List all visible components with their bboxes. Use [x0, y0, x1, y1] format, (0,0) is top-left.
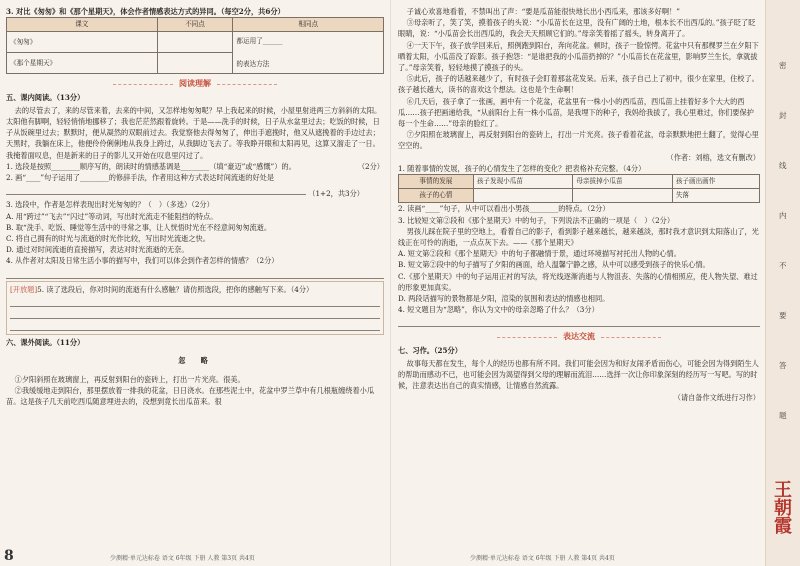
seal-char-3: 内 — [779, 211, 787, 220]
page-divider — [390, 0, 391, 566]
seal-strip — [765, 0, 800, 566]
left-page — [6, 6, 384, 407]
left-q4: 4. 从作者对太阳及日常生活小事的描写中，我们可以体会到作者怎样的情感？（2分） — [6, 256, 279, 266]
mood-table — [398, 174, 760, 203]
story-title: 忽 略 — [178, 356, 212, 366]
story-p2: ②我缓缓地走到阳台，那里摆放着一排我的花盆，日日浇水。在那些泥土中，花盆中罗兰草中有几根瓶缠绕着小瓜苗。这是孩子几天前吃西瓜随意埋进去的，没想到竟长出瓜苗来。很 — [6, 385, 375, 407]
essay-tail: （请自备作文纸进行习作） — [673, 392, 760, 402]
grid-1-0: 孩子的心情 — [399, 189, 474, 203]
left-q2-score: （1+2，共3分） — [308, 189, 364, 199]
option-d: D. 通过对时间流逝的直接描写，表达对时光流逝的无奈。 — [6, 245, 189, 255]
section-6: 六、课外阅读。（11分） — [6, 337, 85, 347]
story-r6: ⑦夕阳照在玻璃窗上，再反射到阳台的瓷砖上，打出一片光亮。孩子看着花盆，母亲默默地把土翻了，觉得心里空空的。 — [398, 130, 759, 151]
reading-banner: 阅读理解 — [6, 78, 384, 89]
right-option-c: C.《那个星期天》中的句子运用正衬的写法，将光线逐渐消逝与人物沮丧、失落的心情相照应，使人物失望、难过的形象更加真实。 — [398, 271, 758, 292]
brand-logo: 王朝霞 — [774, 480, 792, 537]
right-footer: 少测精·单元达标卷 语文 6年级 下册 人教 第4页 共4页 — [470, 555, 615, 562]
right-option-a: A. 短文第②段和《那个星期天》中的句子都融情于景，通过环境描写衬托出人物的心情。 — [398, 249, 681, 259]
story-r2: ③母亲听了，笑了笑，摸着孩子的头说：“小瓜苗长在这里，没有广阔的土地，根本长不出西瓜的。”孩子眨了眨眼睛，说：“小瓜苗会长出西瓜的，我会天天照顾它们的。”母亲笑着摇了摇头，转身离开了。 — [398, 18, 756, 39]
section-7: 七、习作。（25分） — [398, 345, 462, 355]
left-q3: 3. 对比《匆匆》和《那个星期天》，体会作者情感表达方式的异同。（每空2分，共6分） — [6, 7, 285, 16]
story-r3: ④一天下午，孩子放学回来后，照例跑到阳台，奔向花盆。顿时，孩子一脸惊愕。花盆中只有那棵罗兰在夕阳下晒着太阳，小瓜苗没了踪影。孩子抱怨：“是谁把我的小瓜苗扔掉的？”小瓜苗长在花盆里，影响罗兰生长，拿就拔了。”母亲笑着，轻轻地摸了摸孩子的头。 — [398, 40, 759, 73]
left-q2: 2. 画“____”句子运用了________的修辞手法，作者用这种方式表达时间流逝的好处是 — [6, 173, 275, 183]
grid-0-3: 孩子画出画作 — [672, 175, 759, 189]
story-r4: ⑤此后，孩子的话越来越少了，有时孩子会盯着那盆花发呆。后来，孩子自己上了初中，很少在家里，住校了。孩子越长越大，读书的喜欢这个想法。这也是个生命啊！ — [398, 74, 759, 95]
right-option-d: D. 两段话描写的景物都是夕阳，渲染的氛围和表达的情感也相同。 — [398, 294, 610, 304]
option-c: C. 将自己拥有的时光与流逝的时光作比较，写出时光流逝之快。 — [6, 234, 210, 244]
seal-char-4: 不 — [779, 261, 787, 270]
th-text: 课文 — [7, 18, 158, 32]
essay-prompt: 故事每天都在发生，每个人的经历也都有所不同。我们可能会因为和好友闹矛盾而伤心，可能会因为得到陌生人的帮助而感动不已，也可能会因为渴望得到父母的理解而流泪……选择一次让你印象深刻的经历写一写吧。写的时候，注意表达出自己的真实情感，让情感自然流露。 — [398, 358, 759, 391]
seal-char-5: 要 — [779, 311, 787, 320]
grid-0-2: 母亲拔掉小瓜苗 — [573, 175, 673, 189]
same-text-1: 都运用了 — [236, 37, 263, 46]
option-a: A. 用“跨过”“飞去”“闪过”等动词，写出时光流走不能阻挡的特点。 — [6, 211, 218, 221]
th-same: 相同点 — [233, 18, 384, 32]
left-footer: 少测精·单元达标卷 语文 6年级 下册 人教 第3页 共4页 — [110, 555, 255, 562]
grid-1-1 — [473, 189, 573, 203]
open-question-box — [6, 281, 384, 335]
same-text-2: 的表达方法 — [236, 59, 270, 68]
seal-char-1: 封 — [779, 111, 787, 120]
passage-congcong: 去的尽管去了，来的尽管来着，去来的中间，又怎样地匆匆呢？早上我起来的时候，小屋里射进两三方斜斜的太阳。太阳他有脚啊，轻轻悄悄地挪移了；我也茫茫然跟着旋转。于是——洗手的时候，日子从水盆里过去；吃饭的时候，日子从饭碗里过去；默默时，便从凝然的双眼前过去。我觉察他去得匆匆了，伸出手遮挽时，他又从遮挽着的手边过去；天黑时，我躺在床上，他便伶伶俐俐地从我身上跨过，从我脚边飞去了。等我睁开眼和太阳再见，这算又溜走了一日。我掩着面叹息，但是新来的日子的影儿又开始在叹息里闪过了。 — [6, 105, 382, 160]
story-r1: 子诚心欢喜地看着，不禁叫出了声：“要是瓜苗能很快地长出小西瓜来，那该多好啊！” — [406, 7, 680, 16]
seal-char-0: 密 — [779, 61, 787, 70]
left-q1: 1. 选段是按照________顺序写的，朗读时的情感基调是________（填“豪迈”或“感慨”）的。 （2分） — [6, 161, 384, 171]
seal-char-6: 答 — [779, 361, 787, 370]
author-note: （作者：刘榕，选文有删改） — [666, 152, 760, 162]
left-q3b: 3. 选段中，作者是怎样表现出时光匆匆的？（ ）（多选）（2分） — [6, 200, 214, 210]
section-5: 五、课内阅读。（13分） — [6, 92, 85, 102]
row-congcong: 《匆匆》 — [7, 32, 158, 53]
seal-char-2: 线 — [779, 161, 787, 170]
grid-0-0: 事情的发展 — [399, 175, 474, 189]
left-q5: 5. 读了选段后，你对时间的流逝有什么感触？请仿照选段，把你的感触写下来。（4分） — [37, 284, 314, 294]
expression-banner: 表达交流 — [398, 331, 760, 342]
right-option-b: B. 短文第②段中的句子描写了夕阳的画面，给人温馨宁静之感，从中可以感受到孩子的快乐心情。 — [398, 260, 710, 270]
story-r5: ⑥几天后，孩子拿了一张画，画中有一个花盆，花盆里有一株小小的西瓜苗，西瓜苗上挂着好多个大大的西瓜……孩子把画递给我，“从前阳台上有一株小瓜苗，是我埋下的种子，我妈给我拔了，我心里难过，你们要保护每一个生命……”母亲的脸红了。 — [398, 96, 754, 129]
right-q2: 2. 读画“____”句子，从中可以看出小男孩________的特点。（2分） — [398, 204, 610, 214]
story-p1: ①夕阳斜照在玻璃窗上，再反射到阳台的瓷砖上，打出一片光亮。很美。 — [14, 374, 245, 384]
grid-1-2 — [573, 189, 673, 203]
option-b: B. 取“洗手、吃饭、睡觉等生活中的寻常之事，让人恍悟时光在不经意间匆匆流逝。 — [6, 222, 272, 232]
open-tag: [开放题] — [10, 284, 38, 294]
quote-passage: 男孩儿踩在院子里的空地上，看着自己的影子，看到影子越来越长，越来越淡，那时我才意识到太阳落山了，光线正在可怜的消逝，一点点灰下去。——《那个星期天》 — [398, 226, 759, 248]
grid-1-3: 失落 — [672, 189, 759, 203]
right-q1: 1. 随着事情的发展，孩子的心情发生了怎样的变化？把表格补充完整。（4分） — [398, 163, 646, 173]
row-nagexingqitian: 《那个星期天》 — [7, 53, 158, 74]
grid-0-1: 孩子发现小瓜苗 — [473, 175, 573, 189]
page-number: 8 — [4, 548, 14, 564]
right-q3: 3. 比较短文第②段和《那个星期天》中的句子，下列说法不正确的一项是（ ）（2分） — [398, 215, 675, 225]
compare-table: 课文 不同点 相同点 《匆匆》 都运用了______ 的表达方法 《那个星期天》 — [6, 17, 384, 74]
right-page — [398, 6, 760, 403]
seal-char-7: 题 — [779, 411, 787, 420]
th-diff: 不同点 — [157, 18, 233, 32]
right-q4: 4. 短文题目为“忽略”，你认为文中的母亲忽略了什么？（3分） — [398, 305, 599, 315]
